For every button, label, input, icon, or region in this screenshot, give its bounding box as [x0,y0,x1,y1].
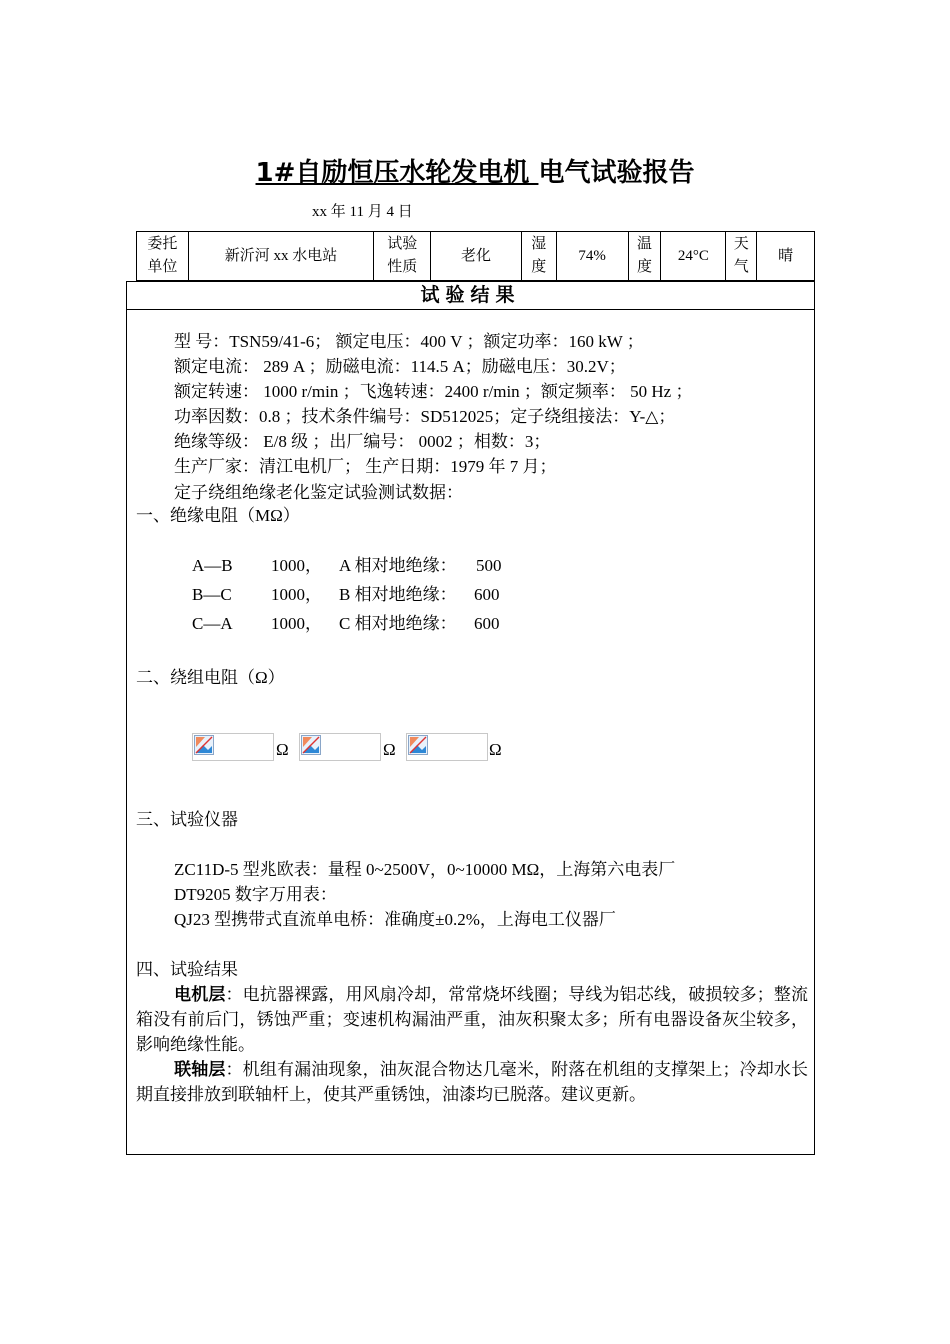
broken-image-icon [406,733,488,761]
nature-label: 试验性质 [374,232,431,280]
insulation-pair: A—B [192,556,233,575]
temp-value: 24°C [661,232,726,280]
insulation-pair: C—A [192,614,233,633]
nameplate-line: 功率因数：0.8 ；技术条件编号：SD512025；定子绕组接法：Y-△； [174,407,676,426]
winding-heading: 二、绕组电阻（Ω） [136,668,285,687]
ground-label: A 相对地绝缘： [339,556,457,575]
ground-label: C 相对地绝缘： [339,614,457,633]
instrument-item: DT9205 数字万用表： [174,885,337,904]
nameplate-line: 生产厂家：清江电机厂； 生产日期：1979 年 7 月； [174,457,557,476]
results-header: 试验结果 [127,282,814,310]
report-title-underlined: 1#自励恒压水轮发电机 [255,158,539,188]
motor-floor-label: 电机层 [174,985,226,1004]
humidity-label: 湿度 [522,232,557,280]
broken-image-icon [192,733,274,761]
nameplate-line: 型 号：TSN59/41-6； 额定电压：400 V ；额定功率：160 kW ； [174,332,644,351]
humidity-value: 74% [557,232,629,280]
report-title [0,155,950,191]
nameplate-line: 绝缘等级： E/8 级 ；出厂编号： 0002 ；相数：3； [174,432,551,451]
ohm-unit: Ω [383,740,396,759]
broken-image-icon [299,733,381,761]
nature-value: 老化 [431,232,522,280]
ground-label: B 相对地绝缘： [339,585,457,604]
nameplate-line: 额定转速： 1000 r/min ；飞逸转速：2400 r/min ；额定频率： 50 Hz ； [174,382,693,401]
info-table [136,231,815,281]
report-date: xx 年 11 月 4 日 [312,204,413,220]
conclusion-paragraph [136,982,808,1057]
motor-floor-text: ：电抗器裸露，用风扇冷却，常常烧坏线圈；导线为铝芯线，破损较多；整流箱没有前后门，锈蚀严重；变速机构漏油严重，油灰积聚太多；所有电器设备灰尘较多，影响绝缘性能。 [136,985,809,1054]
coupling-floor-text: ：机组有漏油现象，油灰混合物达几毫米，附落在机组的支撑架上；冷却水长期直接排放到联轴杆上，使其严重锈蚀，油漆均已脱落。建议更新。 [136,1060,809,1104]
client-label: 委托单位 [137,232,189,280]
insulation-value: 1000， [271,614,322,633]
ohm-unit: Ω [489,740,502,759]
insulation-pair: B—C [192,585,232,604]
weather-label: 天气 [726,232,757,280]
ground-value: 500 [476,556,502,575]
client-value: 新沂河 xx 水电站 [189,232,374,280]
nameplate-line: 额定电流： 289 A ；励磁电流：114.5 A；励磁电压：30.2V； [174,357,626,376]
conclusion-paragraph [136,1057,808,1107]
insulation-heading: 一、绝缘电阻（MΩ） [136,506,300,525]
instrument-item: QJ23 型携带式直流单电桥：准确度±0.2%，上海电工仪器厂 [174,910,616,929]
report-title-rest: 电气试验报告 [538,158,695,188]
ground-value: 600 [474,585,500,604]
coupling-floor-label: 联轴层 [174,1060,226,1079]
ohm-unit: Ω [276,740,289,759]
insulation-value: 1000， [271,556,322,575]
weather-value: 晴 [778,247,794,264]
instruments-heading: 三、试验仪器 [136,810,238,829]
instrument-item: ZC11D-5 型兆欧表：量程 0~2500V，0~10000 MΩ，上海第六电表厂 [174,860,676,879]
conclusion-heading: 四、试验结果 [136,960,238,979]
insulation-value: 1000， [271,585,322,604]
ground-value: 600 [474,614,500,633]
temp-label: 温度 [629,232,662,280]
nameplate-line: 定子绕组绝缘老化鉴定试验测试数据： [174,483,463,502]
